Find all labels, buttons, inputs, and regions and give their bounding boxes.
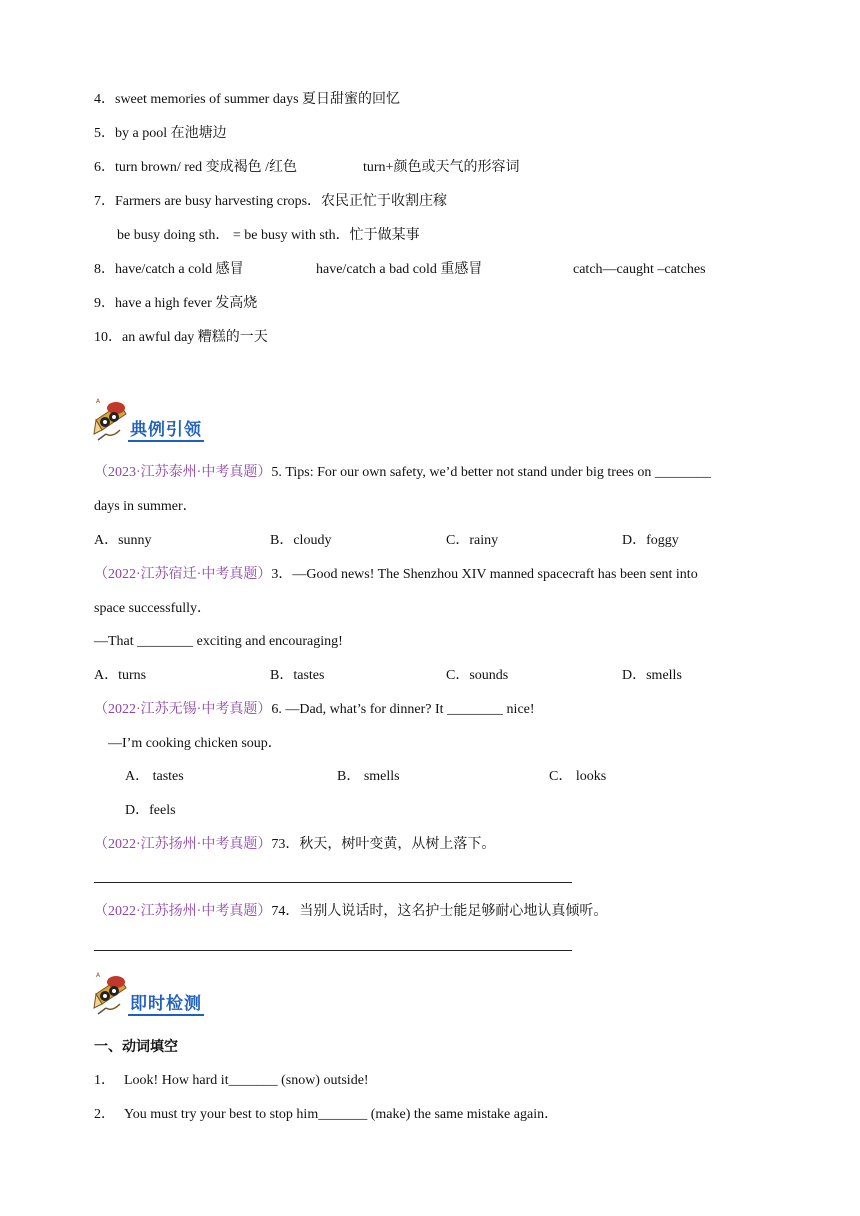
item-text: sweet memories of summer days 夏日甜蜜的回忆: [115, 92, 401, 107]
option-c: C．sounds: [446, 668, 509, 683]
item-text: have/catch a cold 感冒: [115, 262, 244, 277]
question-stem: 5. Tips: For our own safety, we’d better not stand under big trees on ________: [271, 465, 711, 480]
option-a: A．turns: [94, 668, 147, 683]
vocab-item-7: [94, 193, 447, 211]
vocab-item-7-note: be busy doing sth． = be busy with sth．忙于做某事: [117, 228, 420, 243]
section-title: 典例引领: [130, 420, 202, 440]
option-d: D．feels: [125, 803, 176, 818]
question-stem: 6. —Dad, what’s for dinner? It ________ nice!: [271, 702, 535, 717]
option-b: B．tastes: [270, 668, 325, 683]
vocab-item-8-note: have/catch a bad cold 重感冒: [316, 262, 483, 277]
section-title: 即时检测: [130, 994, 202, 1014]
question-stem: 74．当别人说话时，这名护士能足够耐心地认真倾听。: [271, 904, 608, 919]
item-text: have a high fever 发高烧: [115, 296, 258, 311]
exercise-item-1: [94, 1072, 369, 1090]
question-stem: 73．秋天，树叶变黄，从树上落下。: [271, 837, 496, 852]
section-banner-check: [90, 968, 250, 1020]
item-number: 2．: [94, 1107, 115, 1122]
item-number: 8．: [94, 262, 115, 277]
option-c: C．rainy: [446, 533, 499, 548]
question-source: （2022·江苏扬州·中考真题）: [94, 837, 272, 852]
question-1: [94, 464, 711, 482]
item-text: Farmers are busy harvesting crops．农民正忙于收割庄稼: [115, 194, 448, 209]
vocab-item-9: [94, 295, 257, 313]
question-2-stem-cont: space successfully．: [94, 601, 212, 616]
question-5: [94, 903, 607, 921]
option-a: A． tastes: [125, 769, 184, 784]
svg-text:A: A: [96, 398, 101, 405]
question-2: [94, 566, 698, 584]
option-b: B．cloudy: [270, 533, 332, 548]
vocab-item-4: [94, 91, 400, 109]
question-source: （2022·江苏扬州·中考真题）: [94, 904, 272, 919]
section-banner-examples: [90, 394, 250, 446]
item-text: You must try your best to stop him_______ (make) the same mistake again．: [124, 1107, 559, 1122]
question-2-stem-cont2: —That ________ exciting and encouraging!: [94, 634, 343, 649]
vocab-item-8: [94, 261, 244, 279]
item-number: 5．: [94, 126, 115, 141]
question-4: [94, 836, 495, 854]
item-number: 9．: [94, 296, 115, 311]
vocab-item-5: [94, 125, 227, 143]
item-number: 7．: [94, 194, 115, 209]
answer-line[interactable]: [94, 882, 572, 883]
option-c: C． looks: [549, 769, 607, 784]
item-number: 4．: [94, 92, 115, 107]
pencil-mascot-icon: [90, 968, 130, 1020]
option-d: D．foggy: [622, 533, 679, 548]
question-1-stem-cont: days in summer．: [94, 499, 197, 514]
item-text: by a pool 在池塘边: [115, 126, 227, 141]
option-a: A．sunny: [94, 533, 152, 548]
answer-line[interactable]: [94, 950, 572, 951]
option-b: B． smells: [337, 769, 400, 784]
vocab-item-6-note: turn+颜色或天气的形容词: [363, 160, 520, 175]
option-d: D．smells: [622, 668, 682, 683]
exercise-heading: 一、动词填空: [94, 1039, 178, 1055]
question-3: [94, 701, 535, 719]
item-number: 10．: [94, 330, 122, 345]
question-source: （2022·江苏宿迁·中考真题）: [94, 567, 272, 582]
item-text: an awful day 糟糕的一天: [122, 330, 268, 345]
question-source: （2022·江苏无锡·中考真题）: [94, 702, 272, 717]
item-number: 1．: [94, 1073, 115, 1088]
question-stem: 3．—Good news! The Shenzhou XIV manned spacecraft has been sent into: [271, 567, 698, 582]
pencil-mascot-icon: [90, 394, 130, 446]
vocab-item-8-note2: catch—caught –catches: [573, 262, 706, 277]
svg-text:A: A: [96, 972, 101, 979]
exercise-item-2: [94, 1106, 558, 1124]
item-text: Look! How hard it_______ (snow) outside!: [124, 1073, 369, 1088]
vocab-item-10: [94, 329, 268, 347]
item-number: 6．: [94, 160, 115, 175]
vocab-item-6: [94, 159, 297, 177]
question-source: （2023·江苏泰州·中考真题）: [94, 465, 272, 480]
item-text: turn brown/ red 变成褐色 /红色: [115, 160, 297, 175]
question-3-stem-cont: —I’m cooking chicken soup．: [108, 736, 282, 751]
